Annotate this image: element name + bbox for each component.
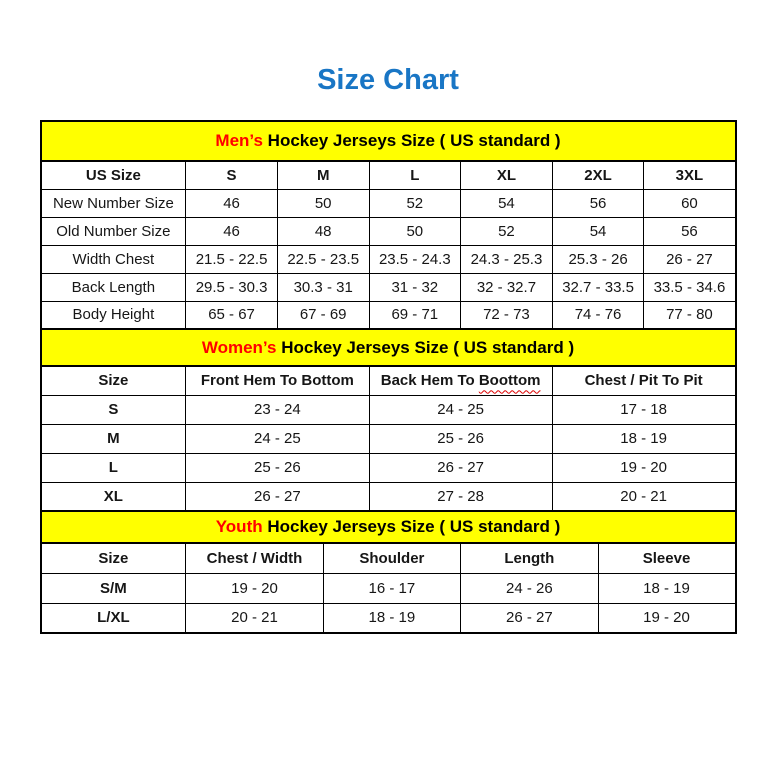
table-cell: 24 - 25 [186, 424, 369, 453]
column-header: M [277, 161, 369, 189]
column-header: Front Hem To Bottom [186, 366, 369, 395]
column-header: Chest / Width [186, 543, 323, 573]
column-header: Chest / Pit To Pit [552, 366, 735, 395]
table-cell: 65 - 67 [186, 301, 278, 329]
table-cell: 26 - 27 [369, 453, 552, 482]
table-cell: 46 [186, 217, 278, 245]
table-row [41, 603, 736, 633]
column-header: Size [41, 366, 186, 395]
section-heading-rest: Hockey Jerseys Size ( US standard ) [262, 131, 561, 150]
table-cell: 24.3 - 25.3 [461, 245, 553, 273]
table-cell: 50 [369, 217, 461, 245]
table-cell: 32.7 - 33.5 [552, 273, 644, 301]
table-row [41, 217, 736, 245]
row-label: L [41, 453, 186, 482]
youth-section-heading [41, 511, 736, 543]
table-cell: 74 - 76 [552, 301, 644, 329]
table-row [41, 273, 736, 301]
section-heading-highlight: Women’s [201, 337, 277, 357]
misspelled-word: Boottom [478, 372, 541, 390]
column-header: US Size [41, 161, 186, 189]
table-cell: 24 - 25 [369, 395, 552, 424]
row-label: M [41, 424, 186, 453]
table-cell: 17 - 18 [552, 395, 735, 424]
table-cell: 32 - 32.7 [461, 273, 553, 301]
size-chart-tables [40, 120, 737, 634]
table-cell: 56 [552, 189, 644, 217]
table-row [41, 245, 736, 273]
mens-size-table [40, 120, 737, 330]
table-cell: 25 - 26 [369, 424, 552, 453]
table-cell: 31 - 32 [369, 273, 461, 301]
table-cell: 18 - 19 [323, 603, 460, 633]
table-row [41, 424, 736, 453]
table-cell: 50 [277, 189, 369, 217]
table-cell: 30.3 - 31 [277, 273, 369, 301]
table-cell: 23.5 - 24.3 [369, 245, 461, 273]
table-cell: 26 - 27 [186, 482, 369, 511]
table-cell: 26 - 27 [461, 603, 598, 633]
table-cell: 52 [369, 189, 461, 217]
table-cell: 46 [186, 189, 278, 217]
womens-size-table [40, 328, 737, 512]
table-row [41, 573, 736, 603]
row-label: Back Length [41, 273, 186, 301]
womens-section-heading [41, 329, 736, 366]
table-row [41, 453, 736, 482]
table-cell: 18 - 19 [552, 424, 735, 453]
table-cell: 69 - 71 [369, 301, 461, 329]
column-header: Length [461, 543, 598, 573]
table-cell: 54 [461, 189, 553, 217]
section-heading-rest: Hockey Jerseys Size ( US standard ) [262, 517, 561, 536]
table-cell: 67 - 69 [277, 301, 369, 329]
table-cell: 52 [461, 217, 553, 245]
mens-section-heading [41, 121, 736, 161]
table-cell: 20 - 21 [552, 482, 735, 511]
table-cell: 24 - 26 [461, 573, 598, 603]
column-header: Sleeve [598, 543, 735, 573]
column-header: 3XL [644, 161, 736, 189]
column-header: S [186, 161, 278, 189]
table-cell: 19 - 20 [598, 603, 735, 633]
row-label: XL [41, 482, 186, 511]
table-cell: 18 - 19 [598, 573, 735, 603]
page-title: Size Chart [317, 64, 459, 96]
column-header: 2XL [552, 161, 644, 189]
table-cell: 77 - 80 [644, 301, 736, 329]
table-cell: 20 - 21 [186, 603, 323, 633]
row-label: Body Height [41, 301, 186, 329]
section-heading-rest: Hockey Jerseys Size ( US standard ) [276, 337, 575, 357]
table-cell: 22.5 - 23.5 [277, 245, 369, 273]
table-cell: 23 - 24 [186, 395, 369, 424]
row-label: Old Number Size [41, 217, 186, 245]
table-row [41, 301, 736, 329]
row-label: L/XL [41, 603, 186, 633]
row-label: Width Chest [41, 245, 186, 273]
column-header: Back Hem To Boottom [369, 366, 552, 395]
section-heading-highlight: Youth [215, 517, 263, 536]
table-cell: 54 [552, 217, 644, 245]
table-cell: 16 - 17 [323, 573, 460, 603]
table-row [41, 482, 736, 511]
section-heading-highlight: Men’s [215, 131, 263, 150]
table-cell: 19 - 20 [552, 453, 735, 482]
table-row [41, 189, 736, 217]
youth-size-table [40, 510, 737, 634]
table-cell: 48 [277, 217, 369, 245]
table-cell: 60 [644, 189, 736, 217]
table-cell: 25 - 26 [186, 453, 369, 482]
table-cell: 56 [644, 217, 736, 245]
column-header: Shoulder [323, 543, 460, 573]
table-cell: 29.5 - 30.3 [186, 273, 278, 301]
table-cell: 33.5 - 34.6 [644, 273, 736, 301]
row-label: New Number Size [41, 189, 186, 217]
table-row [41, 395, 736, 424]
table-cell: 27 - 28 [369, 482, 552, 511]
table-cell: 25.3 - 26 [552, 245, 644, 273]
column-header: XL [461, 161, 553, 189]
table-cell: 26 - 27 [644, 245, 736, 273]
column-header: Size [41, 543, 186, 573]
row-label: S [41, 395, 186, 424]
table-cell: 72 - 73 [461, 301, 553, 329]
column-header: L [369, 161, 461, 189]
table-cell: 19 - 20 [186, 573, 323, 603]
row-label: S/M [41, 573, 186, 603]
table-cell: 21.5 - 22.5 [186, 245, 278, 273]
